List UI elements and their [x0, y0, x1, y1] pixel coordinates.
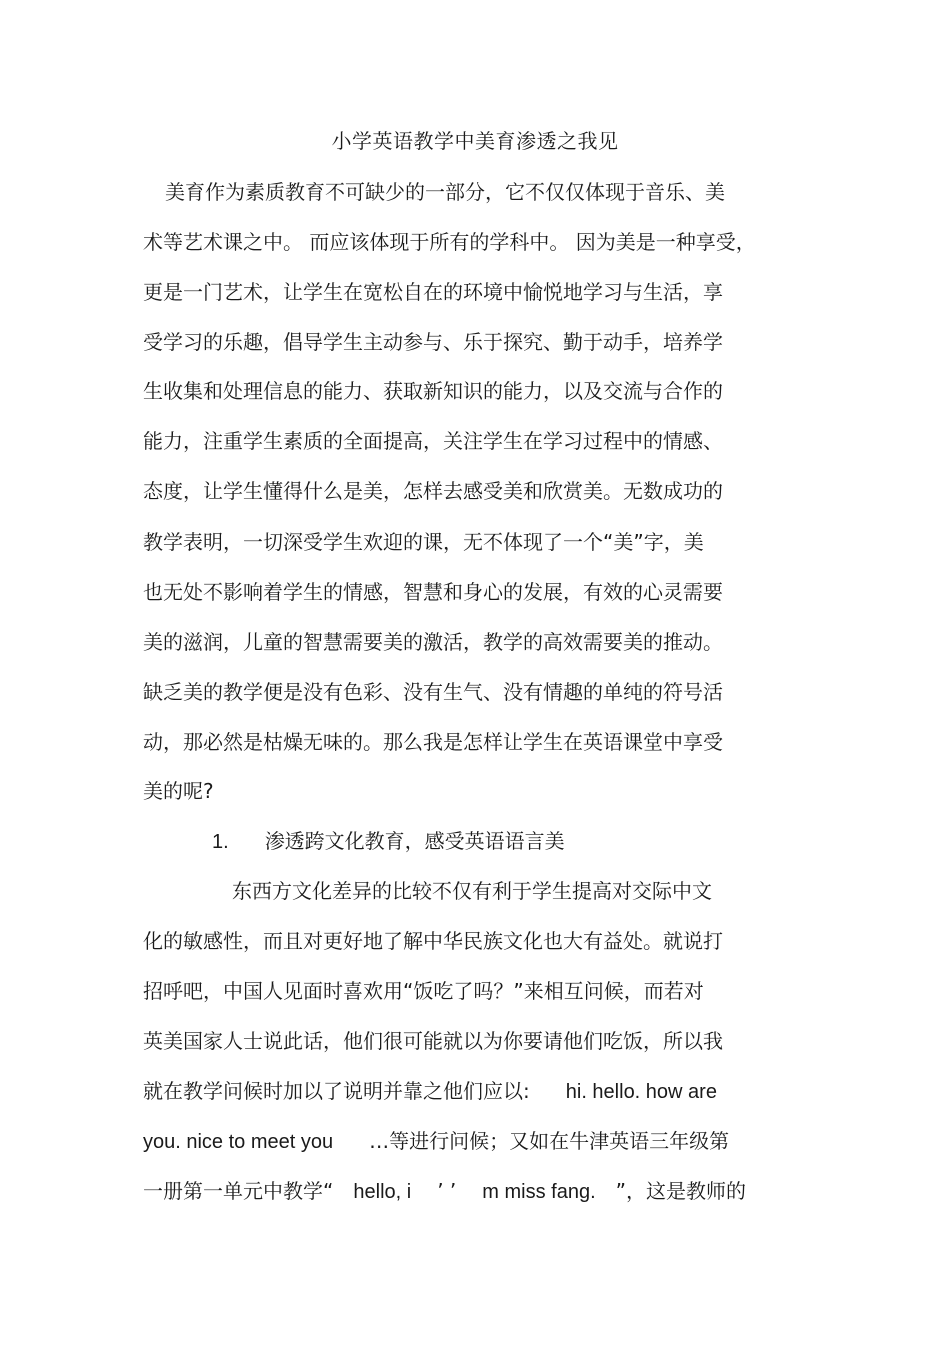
paragraph-line: 美的滋润，儿童的智慧需要美的激活，教学的高效需要美的推动。 [143, 630, 723, 654]
paragraph-line: 英美国家人士说此话，他们很可能就以为你要请他们吃饭，所以我 [143, 1029, 723, 1053]
paragraph-line [143, 1176, 746, 1207]
example-outro: ”，这是教师的 [615, 1179, 746, 1203]
section-heading-text: 渗透跨文化教育，感受英语语言美 [264, 829, 565, 853]
greeting-english: hi. hello. how are [565, 1081, 717, 1103]
paragraph-line: 动，那必然是枯燥无味的。那么我是怎样让学生在英语课堂中享受 [143, 730, 723, 754]
paragraph-line: 更是一门艺术，让学生在宽松自在的环境中愉悦地学习与生活，享 [143, 280, 723, 304]
greeting-intro: 就在教学问候时加以了说明并靠之他们应以: [143, 1079, 530, 1103]
paragraph-line [143, 1126, 729, 1157]
greeting-text: …等进行问候；又如在牛津英语三年级第 [369, 1129, 730, 1153]
paragraph-line: 受学习的乐趣，倡导学生主动参与、乐于探究、勤于动手，培养学 [143, 330, 723, 354]
paragraph-line: 教学表明，一切深受学生欢迎的课，无不体现了一个“美”字，美 [143, 530, 704, 554]
document-title: 小学英语教学中美育渗透之我见 [331, 129, 619, 153]
paragraph-line: 术等艺术课之中。 而应该体现于所有的学科中。 因为美是一种享受， [143, 230, 756, 254]
example-english-1: hello, i [353, 1181, 412, 1203]
paragraph-line: 能力，注重学生素质的全面提高，关注学生在学习过程中的情感、 [143, 429, 723, 453]
paragraph-line: 招呼吧，中国人见面时喜欢用“饭吃了吗？”来相互问候，而若对 [143, 979, 704, 1003]
example-english-2: m miss fang. [482, 1181, 596, 1203]
paragraph-line [143, 1076, 717, 1107]
paragraph-line: 缺乏美的教学便是没有色彩、没有生气、没有情趣的单纯的符号活 [143, 680, 723, 704]
paragraph-line: 化的敏感性，而且对更好地了解中华民族文化也大有益处。就说打 [143, 929, 723, 953]
section-number: 1. [212, 831, 229, 853]
paragraph-line: 也无处不影响着学生的情感，智慧和身心的发展，有效的心灵需要 [143, 580, 723, 604]
example-quotes: ’ ’ [437, 1179, 457, 1203]
paragraph-line: 美的呢? [143, 779, 214, 803]
paragraph-line: 美育作为素质教育不可缺少的一部分，它不仅仅体现于音乐、美 [165, 180, 725, 204]
paragraph-line: 东西方文化差异的比较不仅有利于学生提高对交际中文 [232, 879, 712, 903]
section-heading [212, 826, 565, 857]
example-intro: 一册第一单元中教学“ [143, 1179, 334, 1203]
paragraph-line: 态度，让学生懂得什么是美，怎样去感受美和欣赏美。无数成功的 [143, 479, 723, 503]
paragraph-line: 生收集和处理信息的能力、获取新知识的能力，以及交流与合作的 [143, 379, 723, 403]
greeting-english-cont: you. nice to meet you [143, 1131, 334, 1153]
